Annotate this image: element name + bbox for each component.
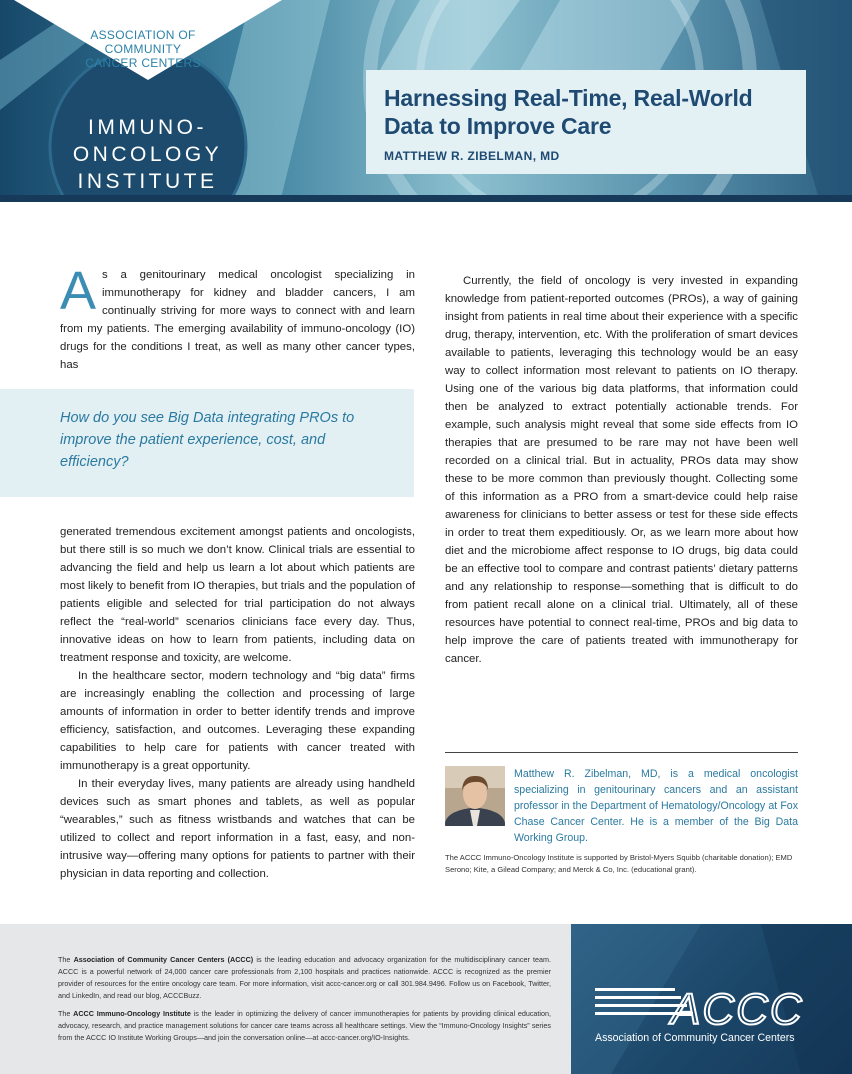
pull-quote-text: How do you see Big Data integrating PROs to improve the patient experience, cost, and efficiency?: [60, 410, 355, 470]
footer-info: [0, 924, 571, 1074]
author-portrait-icon: [445, 766, 505, 826]
footer-institute-paragraph: The ACCC Immuno-Oncology Institute is the leader in optimizing the delivery of cancer immunotherapies for patients by providing clinical education, advocacy, research, and practice management solutions for cancer care teams across all healthcare settings. View the “Immuno-Oncology Insights” series from the ACCC IO Institute Working Groups—and join the conversation online—at accc-cancer.org/IO-Insights.: [58, 1009, 551, 1042]
pull-quote: [0, 389, 414, 497]
drop-cap: A: [60, 261, 97, 321]
header-rule: [0, 195, 852, 202]
right-column: [445, 272, 798, 668]
paragraph: generated tremendous excitement amongst patients and oncologists, but there still is so much we don’t know. Clinical trials are essential to advancing the field and help us learn a lot about which patients are most likely to benefit from IO therapies, but trials and the population of patients eligible and selected for trial participation do not always reflect the “real-world” scenarios clinicians face every day. Thus, innovative ideas on how to learn from patients, including data on treatment response and toxicity, are welcome.: [60, 526, 415, 664]
paragraph: Currently, the field of oncology is very invested in expanding knowledge from patient-reported outcomes (PROs), a way of gaining insight from patients in real time about their experience with a specific drug, therapy, intervention, etc. With the proliferation of smart devices available to patients, leveraging this technology would be an easy way to collect information most relevant to patients on IO therapy. Using one of the various big data platforms, that information could then be analyzed to extract potentially actionable trends. For example, such analysis might reveal that some side effects from IO therapies that are presumed to be rare may not have been well recorded on a clinical trial. But in actuality, PROs data may show these to be more common than previously thought. Collecting some of this information as a PRO from a smart-device could help raise awareness for clinicians to better assess or test for these side effects in order to treat them expeditiously. Or, as we learn more about how diet and the microbiome affect response to IO drugs, big data could be an effective tool to compare and contrast patients’ dietary patterns and any relationship to response—something that is difficult to do from patient recall alone on a clinical trial. Ultimately, all of these resources have potential to connect real-time, PROs and big data to help improve the care of patients treated with immunotherapy for cancer.: [445, 275, 798, 665]
support-statement: The ACCC Immuno-Oncology Institute is supported by Bristol-Myers Squibb (charitable donation); EMD Serono; Kite, a Gilead Company; and Merck & Co, Inc. (educational grant).: [445, 853, 793, 874]
article-author: MATTHEW R. ZIBELMAN, MD: [384, 149, 560, 163]
author-bio: Matthew R. Zibelman, MD, is a medical oncologist specializing in genitourinary cancers and an assistant professor in the Department of Hematology/Oncology at Fox Chase Cancer Center. He is a member of the Big Data Working Group.: [514, 768, 798, 844]
svg-text:ACCC: ACCC: [671, 985, 804, 1034]
accc-logo: [571, 924, 852, 1074]
left-column-continued: [60, 523, 415, 883]
intro-paragraph: s a genitourinary medical oncologist specializing in immunotherapy for kidney and bladder cancers, I am continually striving for more ways to connect with and learn from my patients. The emerging availability of immuno-oncology (IO) drugs for the conditions I treat, as well as many other cancer types, has: [60, 269, 415, 371]
article-title: Harnessing Real-Time, Real-World Data to Improve Care: [384, 85, 753, 139]
accc-tagline: Association of Community Cancer Centers: [595, 1032, 795, 1044]
bio-divider: [445, 752, 798, 753]
paragraph: In their everyday lives, many patients are already using handheld devices such as smart phones and tablets, as well as popular “wearables,” such as fitness wristbands and watches that can be utilized to collect and report information in a fast, easy, and non-intrusive way—offering many options for patients to partner with their physician in data reporting and collection.: [60, 778, 415, 880]
paragraph: In the healthcare sector, modern technology and “big data” firms are increasingly enabling the collection and processing of large amounts of information in order to better identify trends and improve efficiency, satisfaction, and outcomes. Leveraging these expanding capabilities to help care for patients with cancer treated with immunotherapy is a great opportunity.: [60, 670, 415, 772]
left-column-intro: [60, 261, 415, 374]
author-photo: [445, 766, 505, 826]
org-name: ASSOCIATION OF COMMUNITY CANCER CENTERS: [85, 28, 201, 70]
institute-name: IMMUNO- ONCOLOGY INSTITUTE: [72, 116, 223, 193]
footer-logo-panel: [571, 924, 852, 1074]
header-banner: [0, 0, 852, 202]
footer-accc-paragraph: The Association of Community Cancer Centers (ACCC) is the leading education and advocacy organization for the multidisciplinary cancer team. ACCC is a powerful network of 24,000 cancer care professionals from 2,100 hospitals and practices nationwide. ACCC is recognized as the premier provider of resources for the entire oncology care team. For more information, visit accc-cancer.org or call 301.984.9496. Follow us on Facebook, Twitter, and LinkedIn, and read our blog, ACCCBuzz.: [58, 955, 551, 1000]
title-box: [366, 70, 806, 174]
